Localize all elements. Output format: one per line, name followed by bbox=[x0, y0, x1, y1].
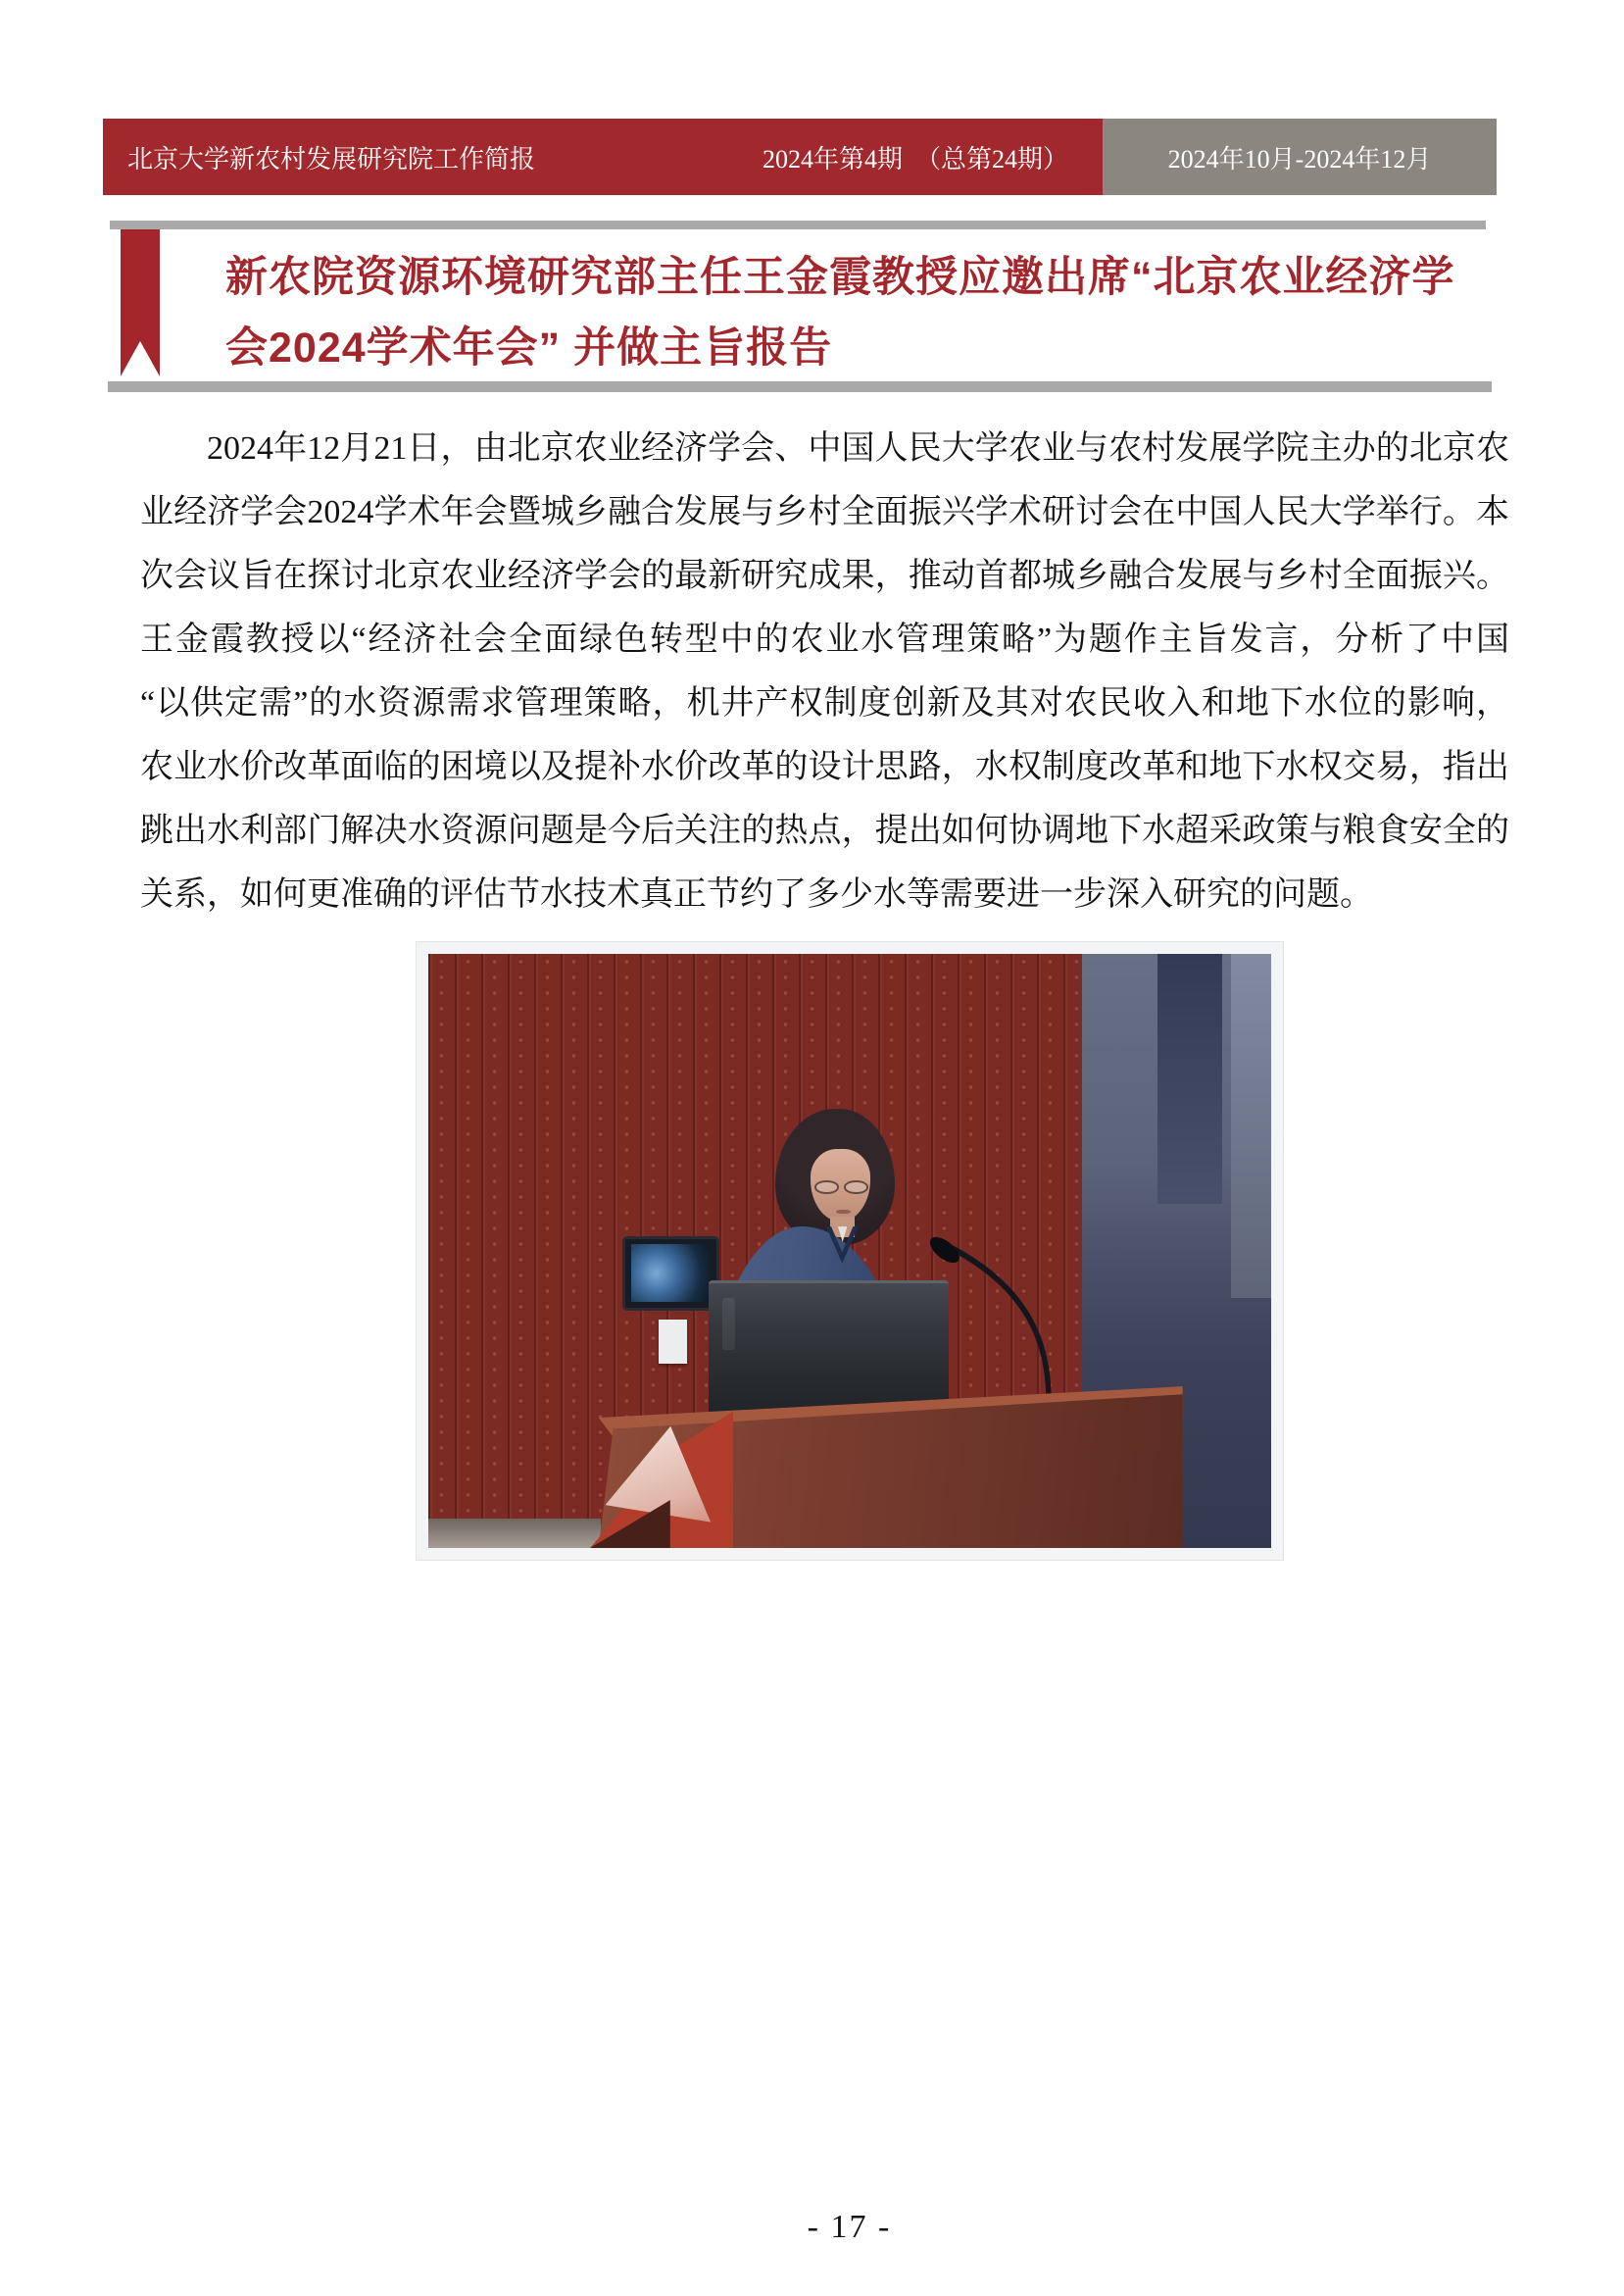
photo-laptop-sheen bbox=[722, 1298, 734, 1351]
photo-floor bbox=[428, 1519, 601, 1548]
bookmark-ribbon-icon bbox=[121, 229, 160, 376]
body-line: 王金霞教授以“经济社会全面绿色转型中的农业水管理策略”为题作主旨发言，分析了中国 bbox=[140, 622, 1509, 658]
photo-speaker-glasses bbox=[814, 1180, 868, 1194]
header-red-section bbox=[103, 119, 1103, 195]
body-line: 次会议旨在探讨北京农业经济学会的最新研究成果，推动首都城乡融合发展与乡村全面振兴。 bbox=[140, 558, 1509, 594]
issue-number: 2024年第4期 （总第24期） bbox=[762, 144, 1068, 174]
newsletter-title: 北京大学新农村发展研究院工作简报 bbox=[127, 144, 536, 174]
article-body bbox=[140, 417, 1509, 926]
body-line: 业经济学会2024学术年会暨城乡融合发展与乡村全面振兴学术研讨会在中国人民大学举行。本 bbox=[140, 494, 1509, 530]
photo-wall-display bbox=[622, 1236, 719, 1311]
article-title bbox=[225, 242, 1490, 383]
body-line: 跳出水利部门解决水资源问题是今后关注的热点，提出如何协调地下水超采政策与粮食安全的 bbox=[140, 813, 1509, 849]
body-line: 农业水价改革面临的困境以及提补水价改革的设计思路，水权制度改革和地下水权交易，指出 bbox=[140, 749, 1509, 785]
photo-wall-display-screen bbox=[631, 1244, 710, 1302]
photo-wall-panel-light bbox=[1231, 954, 1271, 1298]
glasses-lens bbox=[844, 1180, 868, 1194]
title-divider-bottom bbox=[108, 381, 1492, 392]
date-range: 2024年10月-2024年12月 bbox=[1167, 144, 1432, 174]
photo-wall-panel-dark bbox=[1157, 954, 1222, 1204]
photo-wall-tag bbox=[659, 1320, 687, 1364]
body-line: 关系，如何更准确的评估节水技术真正节约了多少水等需要进一步深入研究的问题。 bbox=[140, 876, 1373, 913]
photo-content bbox=[428, 954, 1271, 1548]
article-title-line2: 会2024学术年会” 并做主旨报告 bbox=[225, 324, 833, 372]
photo-speaker-mouth bbox=[836, 1210, 851, 1214]
title-divider-top bbox=[110, 221, 1486, 229]
article-title-line1: 新农院资源环境研究部主任王金霞教授应邀出席“北京农业经济学 bbox=[225, 254, 1455, 301]
body-line: “以供定需”的水资源需求管理策略，机井产权制度创新及其对农民收入和地下水位的影响， bbox=[140, 685, 1509, 722]
page-number: - 17 - bbox=[807, 2209, 892, 2245]
body-line: 2024年12月21日，由北京农业经济学会、中国人民大学农业与农村发展学院主办的北京农 bbox=[207, 430, 1509, 467]
header-bar bbox=[103, 119, 1497, 195]
header-date-section bbox=[1103, 119, 1497, 195]
article-photo bbox=[416, 941, 1284, 1561]
glasses-lens bbox=[814, 1180, 839, 1194]
